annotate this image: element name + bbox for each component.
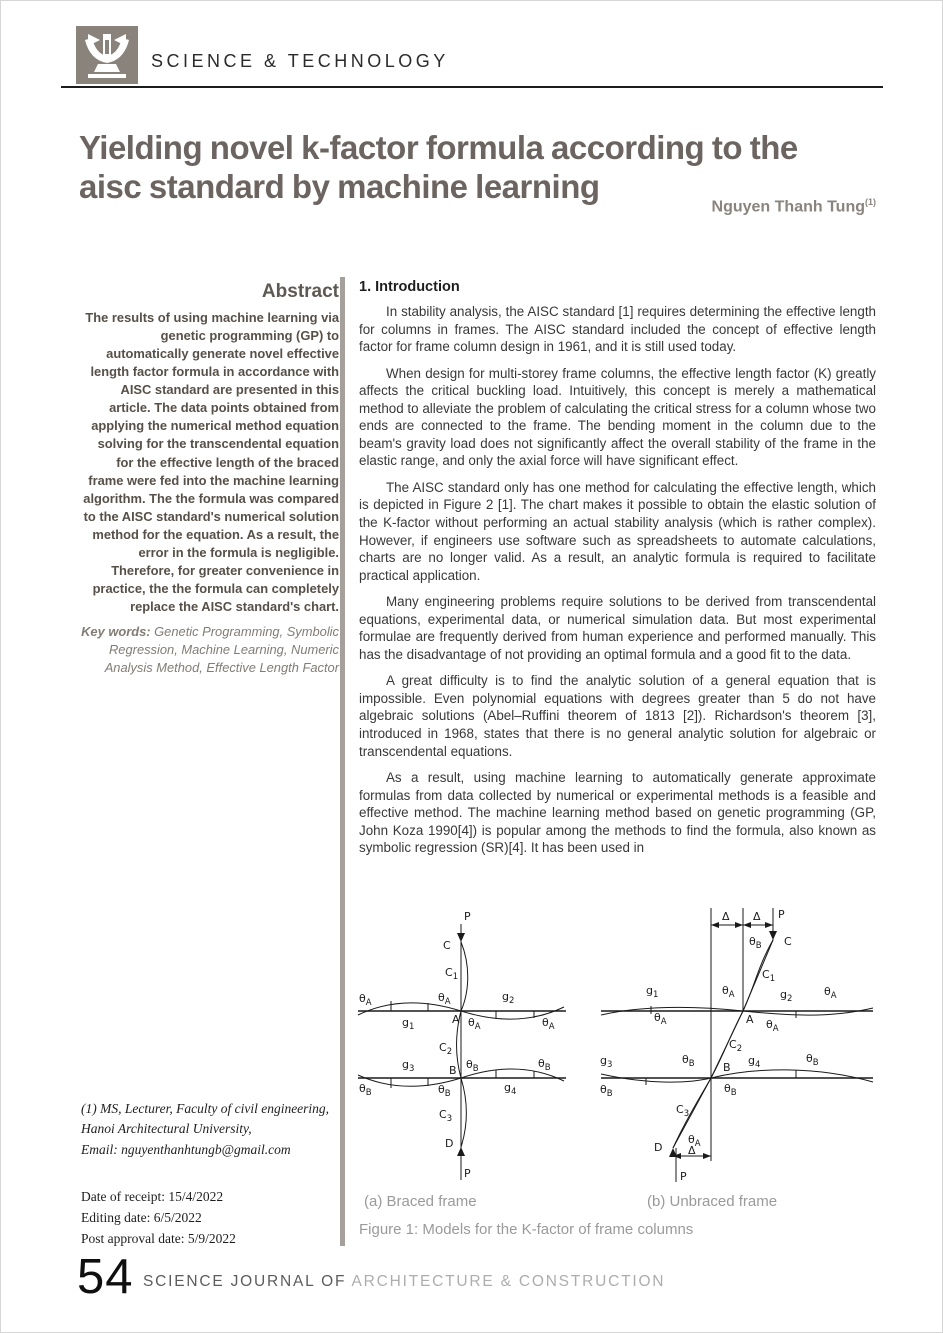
svg-text:C: C (784, 935, 792, 948)
svg-text:g2: $g_2$ (502, 990, 515, 1006)
keywords (79, 623, 339, 677)
svg-text:C: C (443, 939, 451, 952)
abstract-body: The results of using machine learning via genetic programming (GP) to automatically generate novel effective length factor formula in accordance with AISC standard are presented in this article. The data points obtained from applying the numerical method equation solving for the transcendental equation for the effective length of the braced frame were fed into the machine learning algorithm. The the formula was compared to the AISC standard's numerical solution method for the equation. As a result, the error in the formula is negligible. Therefore, for greater convenience in practice, the the formula can completely replace the AISC standard's chart. (83, 310, 339, 614)
keywords-label: Key words: (81, 624, 151, 640)
section-heading: 1. Introduction (359, 279, 460, 295)
svg-text:C1: $C_1$ (762, 968, 776, 984)
author-note-mark: (1) (865, 197, 876, 207)
intro-paragraph-5: A great difficulty is to find the analytic solution of a general equation that is impossible. Even polynomial equations with degrees greater than 5 do not have algebraic solutions (Abel–Ruffini theorem of 1813 [2]). Richardson's theorem [3], introduced in 1968, states that there is no general analytic solution for algebraic or transcendental equations. (359, 673, 876, 759)
svg-text:A: A (746, 1013, 754, 1026)
svg-text:θA: $\theta_A$ (688, 1133, 701, 1149)
post-approval-date: Post approval date: 5/9/2022 (81, 1230, 236, 1246)
svg-text:C2: $C_2$ (439, 1041, 453, 1057)
svg-text:C3: $C_3$ (676, 1103, 690, 1119)
svg-text:θA: $\theta_A$ (766, 1018, 779, 1034)
figure-caption: Figure 1: Models for the K-factor of frame columns (359, 1221, 694, 1238)
journal-name-suffix: ARCHITECTURE & CONSTRUCTION (351, 1273, 666, 1290)
caption-unbraced: (b) Unbraced frame (647, 1193, 778, 1210)
abstract-column (79, 281, 339, 690)
editing-date: Editing date: 6/5/2022 (81, 1209, 202, 1225)
svg-text:Δ: Δ (688, 1144, 696, 1157)
author-name: Nguyen Thanh Tung (711, 198, 865, 216)
unbraced-frame-diagram (596, 894, 896, 1194)
caption-braced: (a) Braced frame (364, 1193, 477, 1210)
intro-paragraph-2: When design for multi-storey frame columns, the effective length factor (K) greatly affects the critical buckling load. Intuitively, this concept is merely a mathematical method to alleviate the problem of calculating the critical stress for a column whose two ends are connected to the frame. The bending moment in the column due to the beam's gravity load does not significantly affect the overall stability of the frame in the elastic range, and only the axial force will have significant effect. (359, 365, 876, 469)
svg-text:P: P (778, 908, 785, 921)
svg-text:g4: $g_4$ (504, 1081, 517, 1097)
intro-paragraph-4: Many engineering problems require solutions to be derived from transcendental equations, experimental data, or numerical simulation data. But most experimental formulae are frequently derived from human experience and performed manually. This has the disadvantage of not providing an optimal formula and a good fit to the data. (359, 594, 876, 662)
svg-text:θA: $\theta_A$ (438, 991, 451, 1007)
footer-journal-name (143, 1273, 665, 1291)
svg-text:A: A (452, 1013, 460, 1026)
manuscript-dates (81, 1187, 356, 1250)
university-logo-icon (76, 26, 138, 84)
svg-text:g1: $g_1$ (646, 984, 659, 1000)
svg-text:θB: $\theta_B$ (724, 1082, 737, 1098)
intro-paragraph-6: As a result, using machine learning to automatically generate approximate formulas from data collected by numerical or experimental methods is a feasible and effective method. The machine learning method based on genetic programming (GP, John Koza 1990[4]) is popular among the methods to find the formula, also known as symbolic regression (SR)[4]. It has been used in (359, 770, 876, 856)
svg-text:θA: $\theta_A$ (542, 1016, 555, 1032)
footnote-line: Hanoi Architectural University, (81, 1121, 252, 1137)
svg-text:θA: $\theta_A$ (654, 1011, 667, 1027)
page-number: 54 (77, 1250, 134, 1304)
svg-text:θB: $\theta_B$ (806, 1052, 819, 1068)
header-rule (61, 86, 883, 88)
masthead-text: SCIENCE & TECHNOLOGY (151, 51, 449, 71)
svg-text:θB: $\theta_B$ (438, 1083, 451, 1099)
svg-text:g2: $g_2$ (780, 988, 793, 1004)
figure-1 (356, 894, 896, 1194)
svg-text:θB: $\theta_B$ (682, 1053, 695, 1069)
svg-text:B: B (449, 1064, 457, 1077)
svg-text:P: P (464, 1167, 471, 1180)
svg-text:D: D (654, 1141, 663, 1154)
svg-text:C2: $C_2$ (729, 1038, 743, 1054)
subfigure-captions (359, 1193, 896, 1213)
keywords-text: Genetic Programming, Symbolic Regression, Machine Learning, Numeric Analysis Method, Effective Length Factor (104, 624, 339, 676)
svg-text:θB: $\theta_B$ (538, 1057, 551, 1073)
svg-text:θB: $\theta_B$ (600, 1083, 613, 1099)
svg-text:C1: $C_1$ (445, 966, 459, 982)
svg-text:g3: $g_3$ (600, 1054, 613, 1070)
footnote-line: (1) MS, Lecturer, Faculty of civil engineering, (81, 1101, 330, 1116)
footnote-line: Email: nguyenthanhtungb@gmail.com (81, 1141, 291, 1157)
svg-text:B: B (723, 1061, 731, 1074)
svg-text:C3: $C_3$ (439, 1108, 453, 1124)
svg-text:Δ: Δ (753, 910, 761, 923)
svg-text:θB: $\theta_B$ (749, 935, 762, 951)
svg-text:Δ: Δ (722, 910, 730, 923)
svg-text:θA: $\theta_A$ (359, 992, 372, 1008)
svg-text:g3: $g_3$ (402, 1058, 415, 1074)
svg-text:θA: $\theta_A$ (824, 985, 837, 1001)
svg-text:θB: $\theta_B$ (359, 1082, 372, 1098)
braced-frame-diagram (356, 894, 596, 1194)
article-title: Yielding novel k-factor formula according to the aisc standard by machine learning (79, 129, 798, 205)
author-line (79, 197, 876, 216)
svg-text:θB: $\theta_B$ (466, 1058, 479, 1074)
svg-text:g1: $g_1$ (402, 1016, 415, 1032)
svg-text:P: P (680, 1170, 687, 1183)
svg-text:D: D (445, 1137, 454, 1150)
author-footnote (81, 1099, 356, 1160)
journal-name-prefix: SCIENCE JOURNAL OF (143, 1273, 352, 1290)
svg-text:θA: $\theta_A$ (722, 984, 735, 1000)
date-of-receipt: Date of receipt: 15/4/2022 (81, 1189, 224, 1204)
svg-text:θA: $\theta_A$ (468, 1016, 481, 1032)
intro-paragraph-1: In stability analysis, the AISC standard [1] requires determining the effective length for columns in frames. The AISC standard included the concept of effective length factor for frame column design in 1961, and it is still used today. (359, 304, 876, 355)
intro-paragraph-3: The AISC standard only has one method for calculating the effective length, which is depicted in Figure 2 [1]. The chart makes it possible to obtain the elastic solution of the K-factor without performing an actual stability analysis (which is rather complex). However, if engineers use software such as spreadsheets to automate calculations, charts are no longer valid. As a result, an analytic formula is required to facilitate practical application. (359, 479, 876, 583)
abstract-heading: Abstract (261, 281, 339, 302)
svg-text:P: P (464, 910, 471, 923)
main-column (359, 279, 876, 866)
svg-text:g4: $g_4$ (748, 1054, 761, 1070)
